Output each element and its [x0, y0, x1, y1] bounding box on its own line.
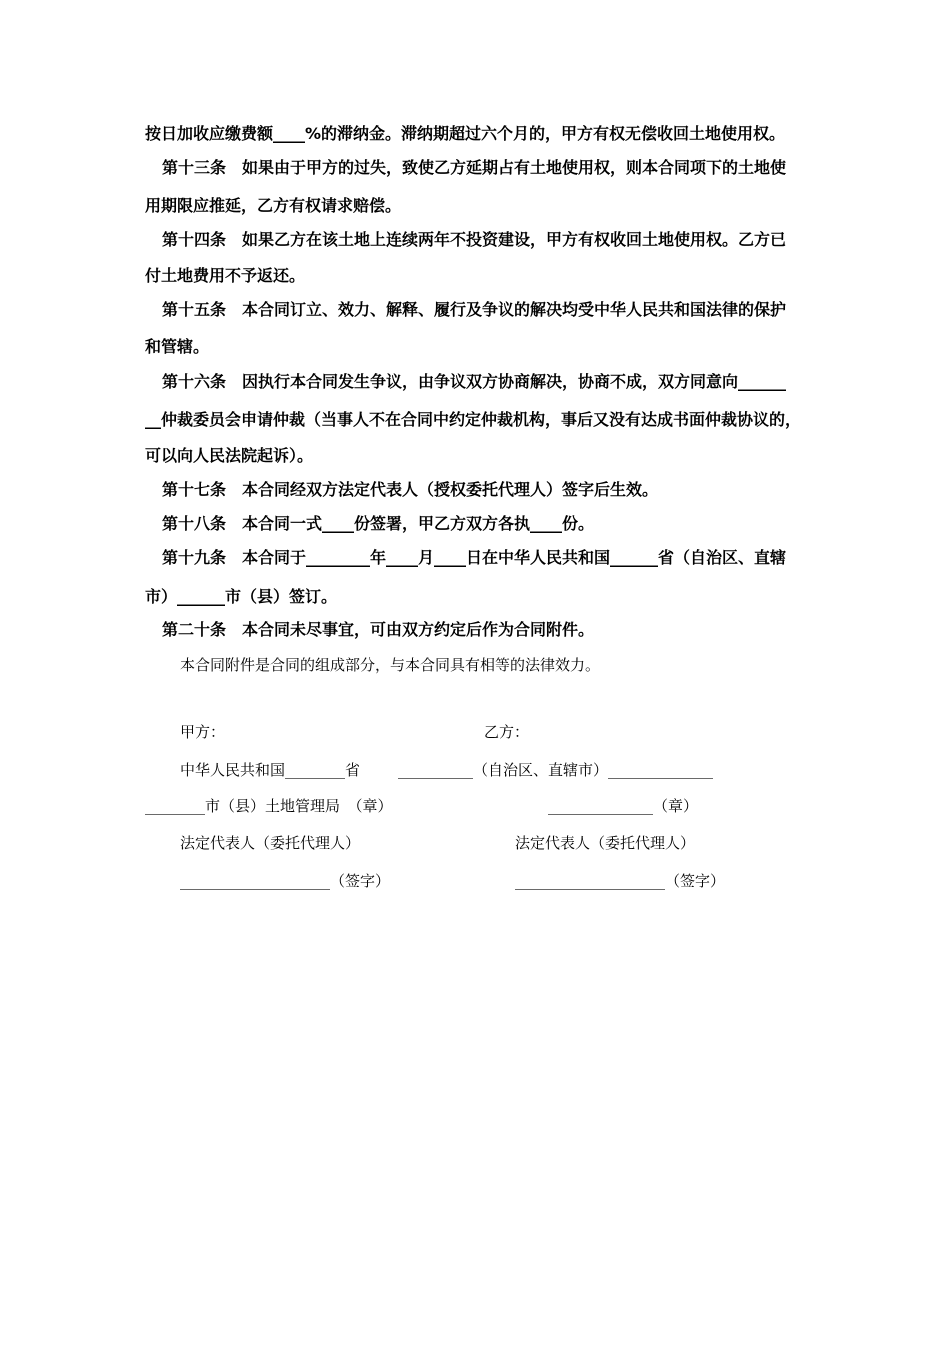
party-b-signature-line: ____________________（签字）	[515, 872, 726, 890]
article-13-line-2: 用期限应推延，乙方有权请求赔偿。	[145, 196, 402, 215]
article-16-line-1: 第十六条 因执行本合同发生争议，由争议双方协商解决，协商不成，双方同意向______	[162, 372, 787, 391]
article-20: 第二十条 本合同未尽事宜，可由双方约定后作为合同附件。	[162, 620, 595, 639]
article-12-continuation: 按日加收应缴费额____%的滞纳金。滞纳期超过六个月的，甲方有权无偿收回土地使用权。	[145, 124, 786, 143]
article-15-line-2: 和管辖。	[145, 337, 210, 356]
attachment-note: 本合同附件是合同的组成部分，与本合同具有相等的法律效力。	[180, 656, 601, 674]
article-17: 第十七条 本合同经双方法定代表人（授权委托代理人）签字后生效。	[162, 480, 659, 499]
article-18: 第十八条 本合同一式____份签署，甲乙方双方各执____份。	[162, 514, 595, 533]
party-a-country-line: 中华人民共和国________省	[180, 761, 361, 779]
party-b-label: 乙方：	[484, 723, 530, 741]
article-14-line-2: 付土地费用不予返还。	[145, 266, 306, 285]
article-13-line-1: 第十三条 如果由于甲方的过失，致使乙方延期占有土地使用权，则本合同项下的土地使	[162, 158, 787, 177]
party-a-signature-line: ____________________（签字）	[180, 872, 391, 890]
article-19-line-2: 市）______市（县）签订。	[145, 587, 338, 606]
party-a-representative-label: 法定代表人（委托代理人）	[180, 834, 361, 852]
article-16-line-2: __仲裁委员会申请仲裁（当事人不在合同中约定仲裁机构，事后又没有达成书面仲裁协议的，	[145, 410, 802, 429]
party-a-label: 甲方：	[180, 723, 226, 741]
article-19-line-1: 第十九条 本合同于________年____月____日在中华人民共和国______省（自治区、直辖	[162, 548, 787, 567]
party-b-region-line: __________（自治区、直辖市）______________	[398, 761, 714, 779]
party-a-bureau-line: ________市（县）土地管理局 （章）	[145, 797, 393, 815]
party-b-representative-label: 法定代表人（委托代理人）	[515, 834, 696, 852]
article-14-line-1: 第十四条 如果乙方在该土地上连续两年不投资建设，甲方有权收回土地使用权。乙方已	[162, 230, 787, 249]
party-b-seal-line: ______________（章）	[548, 797, 699, 815]
article-15-line-1: 第十五条 本合同订立、效力、解释、履行及争议的解决均受中华人民共和国法律的保护	[162, 300, 787, 319]
article-16-line-3: 可以向人民法院起诉）。	[145, 446, 314, 465]
